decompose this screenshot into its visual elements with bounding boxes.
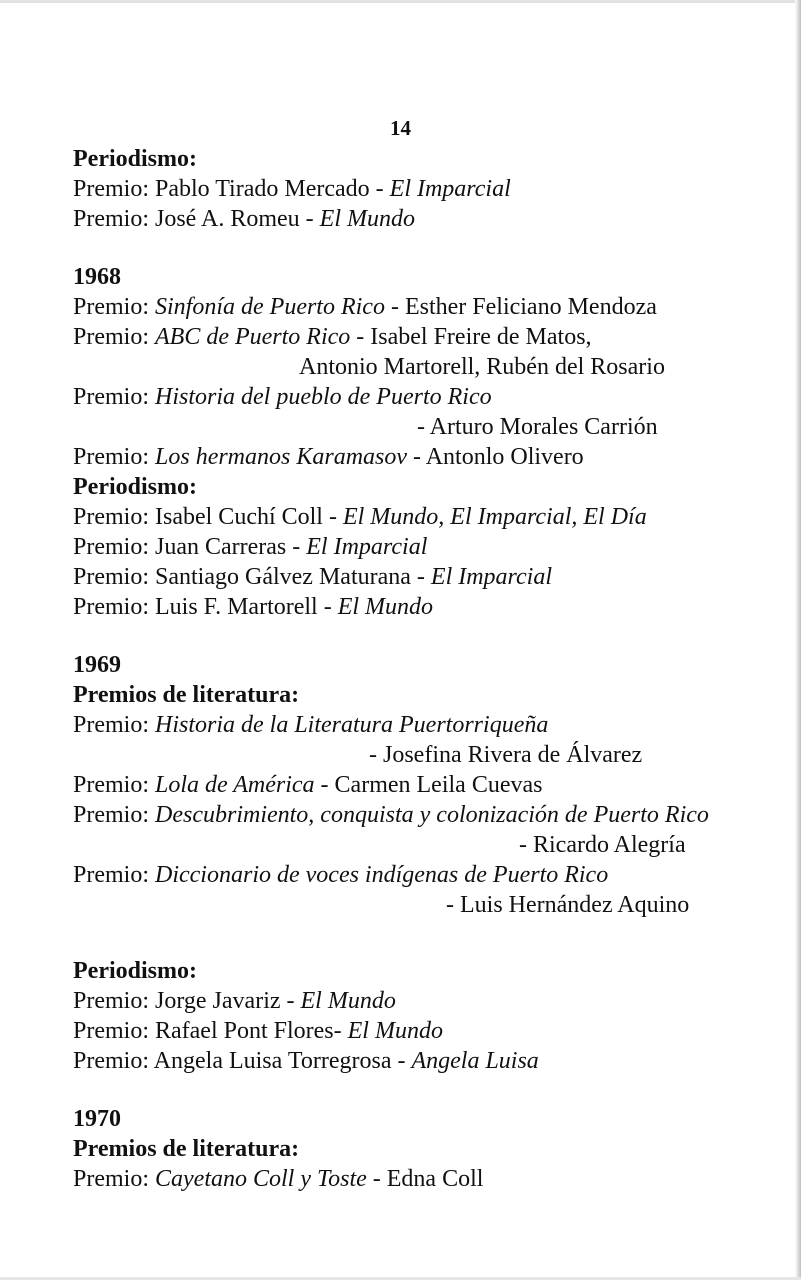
entry-publication: El Mundo <box>300 988 396 1014</box>
entry-winner: Luis F. Martorell - <box>155 594 338 620</box>
entry-publication: Angela Luisa <box>411 1048 539 1074</box>
entry-winner: Angela Luisa Torregrosa - <box>153 1048 412 1074</box>
award-entry <box>73 1046 773 1076</box>
entry-title: Cayetano Coll y Toste <box>155 1166 367 1192</box>
entry-prefix: Premio: <box>73 324 155 350</box>
entry-prefix: Premio: <box>73 1048 154 1074</box>
entry-prefix: Premio: <box>73 1018 155 1044</box>
entry-publication: El Mundo, El Imparcial, El Día <box>342 504 647 530</box>
entry-title: Sinfonía de Puerto Rico <box>155 294 385 320</box>
award-entry <box>73 442 773 472</box>
entry-winner: Isabel Cuchí Coll - <box>155 504 343 530</box>
award-entry-continuation: - Arturo Morales Carrión <box>417 414 658 440</box>
award-entry-continuation: Antonio Martorell, Rubén del Rosario <box>299 354 665 380</box>
entry-winner: Juan Carreras - <box>155 534 307 560</box>
award-entry <box>73 860 773 890</box>
award-entry <box>73 174 773 204</box>
award-entry <box>73 204 773 234</box>
award-entry-continuation: - Ricardo Alegría <box>519 832 686 858</box>
award-entry <box>73 710 773 740</box>
section-heading-periodismo: Periodismo: <box>73 958 197 984</box>
entry-title: Los hermanos Karamasov <box>155 444 408 470</box>
award-entry-continuation: - Luis Hernández Aquino <box>446 892 690 918</box>
entry-title: Diccionario de voces indígenas de Puerto Rico <box>155 862 609 888</box>
entry-publication: El Mundo <box>337 594 434 620</box>
section-heading-periodismo: Periodismo: <box>73 146 197 172</box>
entry-title: Lola de América <box>155 772 315 798</box>
entry-winner: - Carmen Leila Cuevas <box>314 772 543 798</box>
page-content <box>73 144 773 1194</box>
entry-winner: - Antonlo Olivero <box>407 444 584 470</box>
award-entry-continuation: - Josefina Rivera de Álvarez <box>369 742 643 768</box>
entry-prefix: Premio: <box>73 772 155 798</box>
entry-prefix: Premio: <box>73 564 155 590</box>
entry-prefix: Premio: <box>73 988 155 1014</box>
entry-prefix: Premio: <box>73 1166 155 1192</box>
entry-title: Historia del pueblo de Puerto Rico <box>155 384 492 410</box>
entry-winner: Santiago Gálvez Maturana - <box>155 564 431 590</box>
entry-winner: José A. Romeu - <box>155 206 320 232</box>
award-entry <box>73 1164 773 1194</box>
entry-title: Descubrimiento, conquista y colonización de Puerto Rico <box>155 802 709 828</box>
award-entry <box>73 502 773 532</box>
entry-prefix: Premio: <box>73 594 155 620</box>
award-entry <box>73 592 773 622</box>
award-entry <box>73 800 773 830</box>
entry-winner: Jorge Javariz - <box>155 988 301 1014</box>
entry-publication: El Mundo <box>347 1018 443 1044</box>
entry-prefix: Premio: <box>73 534 155 560</box>
award-entry <box>73 770 773 800</box>
page-top-edge <box>0 0 801 3</box>
entry-winner: Rafael Pont Flores- <box>155 1018 348 1044</box>
page-right-edge <box>795 0 801 1280</box>
entry-prefix: Premio: <box>73 802 155 828</box>
entry-publication: El Imparcial <box>306 534 428 560</box>
entry-publication: El Imparcial <box>430 564 552 590</box>
entry-winner: - Edna Coll <box>366 1166 484 1192</box>
year-heading-1968: 1968 <box>73 264 121 290</box>
entry-prefix: Premio: <box>73 712 155 738</box>
entry-prefix: Premio: <box>73 294 155 320</box>
entry-title: Historia de la Literatura Puertorriqueña <box>155 712 549 738</box>
entry-prefix: Premio: <box>73 504 155 530</box>
entry-winner: Pablo Tirado Mercado - <box>155 176 390 202</box>
year-heading-1969: 1969 <box>73 652 121 678</box>
page-number: 14 <box>390 116 411 140</box>
award-entry <box>73 322 773 352</box>
entry-prefix: Premio: <box>73 206 155 232</box>
entry-title: ABC de Puerto Rico <box>155 324 351 350</box>
year-heading-1970: 1970 <box>73 1106 121 1132</box>
entry-publication: El Mundo <box>319 206 415 232</box>
entry-prefix: Premio: <box>73 176 155 202</box>
entry-prefix: Premio: <box>73 444 155 470</box>
award-entry <box>73 382 773 412</box>
award-entry <box>73 562 773 592</box>
section-heading-literatura: Premios de literatura: <box>73 1136 300 1162</box>
award-entry <box>73 292 773 322</box>
award-entry <box>73 532 773 562</box>
award-entry <box>73 986 773 1016</box>
entry-publication: El Imparcial <box>389 176 511 202</box>
section-heading-literatura: Premios de literatura: <box>73 682 300 708</box>
entry-prefix: Premio: <box>73 862 155 888</box>
section-heading-periodismo: Periodismo: <box>73 474 197 500</box>
award-entry <box>73 1016 773 1046</box>
entry-winner: - Isabel Freire de Matos, <box>350 324 592 350</box>
entry-winner: - Esther Feliciano Mendoza <box>384 294 657 320</box>
entry-prefix: Premio: <box>73 384 155 410</box>
